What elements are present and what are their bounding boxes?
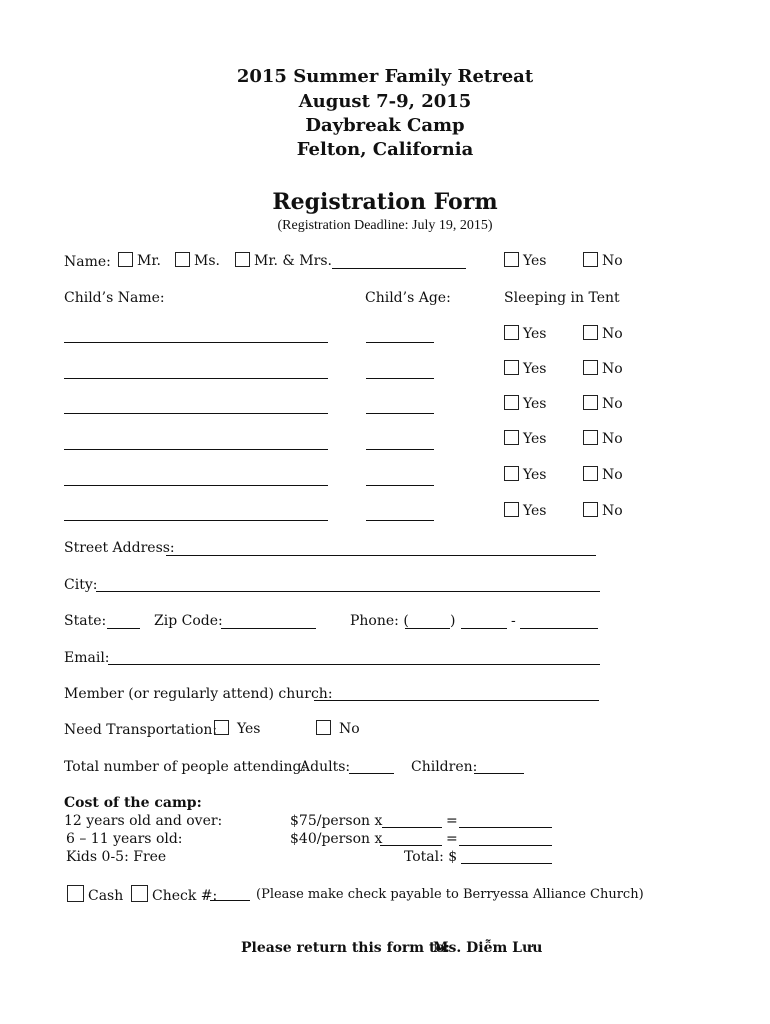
tent-no-option[interactable]: No <box>583 466 623 483</box>
tent-no-option[interactable]: No <box>583 430 623 447</box>
event-title: 2015 Summer Family Retreat <box>236 66 534 87</box>
check-option[interactable]: Check #: <box>131 885 217 904</box>
city-label: City: <box>64 577 98 593</box>
cost-row1-equals: = <box>446 813 458 829</box>
transport-no-option[interactable]: No <box>316 720 360 737</box>
tent-no-checkbox[interactable] <box>583 325 598 340</box>
child-age-field[interactable] <box>366 520 434 521</box>
tent-yes-checkbox[interactable] <box>504 325 519 340</box>
tent-no-option[interactable]: No <box>583 325 623 342</box>
return-to-label: Please return this form to: <box>241 940 450 956</box>
child-age-field[interactable] <box>366 449 434 450</box>
child-age-field[interactable] <box>366 413 434 414</box>
phone-label: Phone: ( <box>350 613 409 629</box>
transport-no-checkbox[interactable] <box>316 720 331 735</box>
child-age-header: Child’s Age: <box>365 290 451 306</box>
cost-row1-count-field[interactable] <box>382 827 442 828</box>
mr-mrs-option[interactable]: Mr. & Mrs. <box>235 252 332 269</box>
zip-code-field[interactable] <box>221 628 316 629</box>
mr-option[interactable]: Mr. <box>118 252 161 269</box>
event-venue: Daybreak Camp <box>305 115 465 136</box>
tent-yes-option[interactable]: Yes <box>504 502 547 519</box>
ms-option[interactable]: Ms. <box>175 252 220 269</box>
church-label: Member (or regularly attend) church: <box>64 686 333 702</box>
sleeping-tent-header: Sleeping in Tent <box>504 290 620 306</box>
registration-deadline: (Registration Deadline: July 19, 2015) <box>277 218 493 233</box>
cost-row1-price: $75/person x <box>290 813 383 829</box>
email-label: Email: <box>64 650 110 666</box>
cost-row2-count-field[interactable] <box>380 845 442 846</box>
tent-yes-checkbox[interactable] <box>504 395 519 410</box>
cost-row2-label: 6 – 11 years old: <box>66 831 183 847</box>
transport-yes-checkbox[interactable] <box>214 720 229 735</box>
tent-yes-checkbox[interactable] <box>504 360 519 375</box>
street-address-field[interactable] <box>166 555 596 556</box>
tent-no-option[interactable]: No <box>583 502 623 519</box>
phone-dash: - <box>511 613 516 629</box>
form-title: Registration Form <box>272 189 498 215</box>
children-label: Children: <box>411 759 478 775</box>
tent-no-checkbox[interactable] <box>583 466 598 481</box>
state-field[interactable] <box>107 628 140 629</box>
child-age-field[interactable] <box>366 378 434 379</box>
name-yes-checkbox[interactable] <box>504 252 519 267</box>
state-label: State: <box>64 613 107 629</box>
child-age-field[interactable] <box>366 342 434 343</box>
cost-row2-price: $40/person x <box>290 831 383 847</box>
tent-no-checkbox[interactable] <box>583 502 598 517</box>
tent-no-checkbox[interactable] <box>583 360 598 375</box>
city-field[interactable] <box>96 591 600 592</box>
children-field[interactable] <box>474 773 524 774</box>
child-name-field[interactable] <box>64 413 328 414</box>
cost-row3-label: Kids 0-5: Free <box>66 849 167 865</box>
tent-yes-option[interactable]: Yes <box>504 325 547 342</box>
child-name-header: Child’s Name: <box>64 290 165 306</box>
adults-field[interactable] <box>349 773 394 774</box>
ms-checkbox[interactable] <box>175 252 190 267</box>
zip-code-label: Zip Code: <box>154 613 223 629</box>
adults-label: Adults: <box>300 759 351 775</box>
child-name-field[interactable] <box>64 485 328 486</box>
cost-row2-equals: = <box>446 831 458 847</box>
transport-yes-option[interactable]: Yes <box>214 720 261 737</box>
child-name-field[interactable] <box>64 520 328 521</box>
check-checkbox[interactable] <box>131 885 148 902</box>
tent-no-option[interactable]: No <box>583 395 623 412</box>
name-no-option[interactable]: No <box>583 252 623 269</box>
tent-yes-option[interactable]: Yes <box>504 395 547 412</box>
tent-no-checkbox[interactable] <box>583 395 598 410</box>
event-location: Felton, California <box>296 139 474 160</box>
cash-option[interactable]: Cash <box>67 885 123 904</box>
cost-total-label: Total: $ <box>404 849 458 865</box>
cash-checkbox[interactable] <box>67 885 84 902</box>
tent-no-option[interactable]: No <box>583 360 623 377</box>
cost-total-field[interactable] <box>461 863 552 864</box>
cost-title: Cost of the camp: <box>64 795 202 811</box>
child-name-field[interactable] <box>64 449 328 450</box>
child-age-field[interactable] <box>366 485 434 486</box>
church-field[interactable] <box>314 700 599 701</box>
name-yes-option[interactable]: Yes <box>504 252 547 269</box>
phone-line-field[interactable] <box>520 628 598 629</box>
tent-yes-option[interactable]: Yes <box>504 360 547 377</box>
child-name-field[interactable] <box>64 342 328 343</box>
mr-checkbox[interactable] <box>118 252 133 267</box>
tent-no-checkbox[interactable] <box>583 430 598 445</box>
name-no-checkbox[interactable] <box>583 252 598 267</box>
payment-note: (Please make check payable to Berryessa Alliance Church) <box>256 887 644 902</box>
phone-prefix-field[interactable] <box>461 628 507 629</box>
total-attending-label: Total number of people attending: <box>64 759 307 775</box>
tent-yes-option[interactable]: Yes <box>504 466 547 483</box>
transportation-label: Need Transportation: <box>64 722 218 738</box>
tent-yes-option[interactable]: Yes <box>504 430 547 447</box>
phone-area-code-field[interactable] <box>405 628 450 629</box>
cost-row1-amount-field[interactable] <box>459 827 552 828</box>
tent-yes-checkbox[interactable] <box>504 430 519 445</box>
mr-mrs-checkbox[interactable] <box>235 252 250 267</box>
name-label: Name: <box>64 254 111 270</box>
cost-row2-amount-field[interactable] <box>459 845 552 846</box>
cost-row1-label: 12 years old and over: <box>64 813 223 829</box>
name-field[interactable] <box>332 268 466 269</box>
tent-yes-checkbox[interactable] <box>504 466 519 481</box>
email-field[interactable] <box>108 664 600 665</box>
event-dates: August 7-9, 2015 <box>298 91 472 112</box>
return-to-name: Ms. Diễm Lưu <box>433 940 543 956</box>
tent-yes-checkbox[interactable] <box>504 502 519 517</box>
street-address-label: Street Address: <box>64 540 175 556</box>
child-name-field[interactable] <box>64 378 328 379</box>
check-number-field[interactable] <box>210 900 250 901</box>
phone-paren-close: ) <box>450 613 456 629</box>
